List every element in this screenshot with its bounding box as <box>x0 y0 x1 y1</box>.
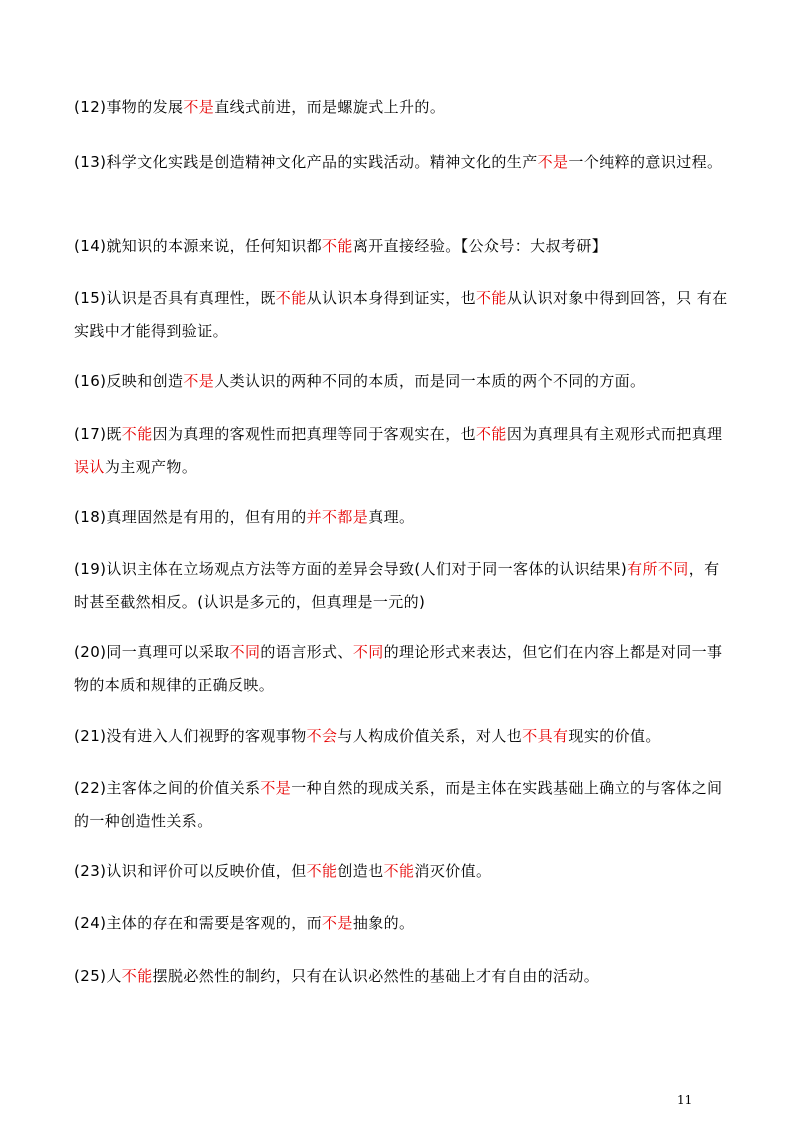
list-item <box>74 282 732 348</box>
item-text: (15)认识是否具有真理性，既 <box>74 289 276 307</box>
item-text: 现实的价值。 <box>568 727 661 745</box>
highlighted-text: 不是 <box>183 98 215 116</box>
list-item <box>74 365 732 398</box>
item-text: (14)就知识的本源来说，任何知识都 <box>74 237 322 255</box>
item-text: (13)科学文化实践是创造精神文化产品的实践活动。精神文化的生产 <box>74 153 538 171</box>
item-text: (20)同一真理可以采取 <box>74 643 230 661</box>
list-item <box>74 907 732 940</box>
item-text: 离开直接经验。【公众号：大叔考研】 <box>352 237 608 255</box>
item-text: 直线式前进，而是螺旋式上升的。 <box>214 98 446 116</box>
highlighted-text: 不同 <box>352 643 384 661</box>
highlighted-text: 不是 <box>183 372 215 390</box>
list-item <box>74 636 732 702</box>
highlighted-text: 不能 <box>121 967 153 985</box>
highlighted-text: 并不都是 <box>306 508 369 526</box>
highlighted-text: 不能 <box>121 425 153 443</box>
item-text: 因为真理具有主观形式而把真理 <box>506 425 723 443</box>
item-text: 真理。 <box>368 508 415 526</box>
item-text: (17)既 <box>74 425 122 443</box>
item-text: (22)主客体之间的价值关系 <box>74 779 261 797</box>
item-text: 摆脱必然性的制约，只有在认识必然性的基础上才有自由的活动。 <box>152 967 600 985</box>
list-item <box>74 855 732 888</box>
highlighted-text: 有所不同 <box>627 560 689 578</box>
item-text: (18)真理固然是有用的，但有用的 <box>74 508 307 526</box>
list-item <box>74 230 732 263</box>
item-text: 从认识本身得到证实，也 <box>306 289 477 307</box>
item-text: 人类认识的两种不同的本质，而是同一本质的两个不同的方面。 <box>214 372 646 390</box>
list-item <box>74 772 732 838</box>
highlighted-text: 不能 <box>322 237 353 255</box>
item-text: (23)认识和评价可以反映价值，但 <box>74 862 307 880</box>
highlighted-text: 不能 <box>476 289 507 307</box>
item-text: (25)人 <box>74 967 122 985</box>
item-text: 抽象的。 <box>352 914 415 932</box>
item-text: 从认识对象中得到回答，只 有在实践中才能得到验证。 <box>74 289 728 340</box>
list-item <box>74 418 732 484</box>
item-text: 的语言形式、 <box>260 643 353 661</box>
list-item <box>74 91 732 124</box>
highlighted-text: 不同 <box>229 643 261 661</box>
list-item <box>74 146 732 179</box>
item-text: (24)主体的存在和需要是客观的，而 <box>74 914 322 932</box>
highlighted-text: 不能 <box>383 862 415 880</box>
item-text: 消灭价值。 <box>414 862 492 880</box>
item-text: 与人构成价值关系，对人也 <box>337 727 523 745</box>
list-item <box>74 720 732 753</box>
highlighted-text: 不能 <box>275 289 307 307</box>
item-text: (12)事物的发展 <box>74 98 184 116</box>
page-number: 11 <box>677 1093 693 1107</box>
list-item <box>74 553 732 619</box>
highlighted-text: 不会 <box>306 727 338 745</box>
item-text: (19)认识主体在立场观点方法等方面的差异会导致(人们对于同一客体的认识结果) <box>74 560 628 578</box>
highlighted-text: 不能 <box>476 425 507 443</box>
item-text: (16)反映和创造 <box>74 372 184 390</box>
highlighted-text: 不是 <box>260 779 292 797</box>
highlighted-text: 不能 <box>306 862 338 880</box>
item-text: 因为真理的客观性而把真理等同于客观实在，也 <box>152 425 477 443</box>
item-text: (21)没有进入人们视野的客观事物 <box>74 727 307 745</box>
highlighted-text: 不是 <box>322 914 353 932</box>
highlighted-text: 不具有 <box>522 727 569 745</box>
item-text: 的理论形式来表达，但它们在内容上都是对同一事物的本质和规律的正确反映。 <box>74 643 723 694</box>
item-text: ，有时甚至截然相反。(认识是多元的，但真理是一元的) <box>74 560 720 611</box>
list-item <box>74 501 732 534</box>
item-text: 一种自然的现成关系，而是主体在实践基础上确立的与客体之间的一种创造性关系。 <box>74 779 723 830</box>
highlighted-text: 不是 <box>537 153 569 171</box>
item-text: 为主观产物。 <box>104 458 198 476</box>
list-item <box>74 960 732 993</box>
item-text: 创造也 <box>337 862 384 880</box>
item-text: 一个纯粹的意识过程。 <box>568 153 723 171</box>
highlighted-text: 误认 <box>74 458 105 476</box>
